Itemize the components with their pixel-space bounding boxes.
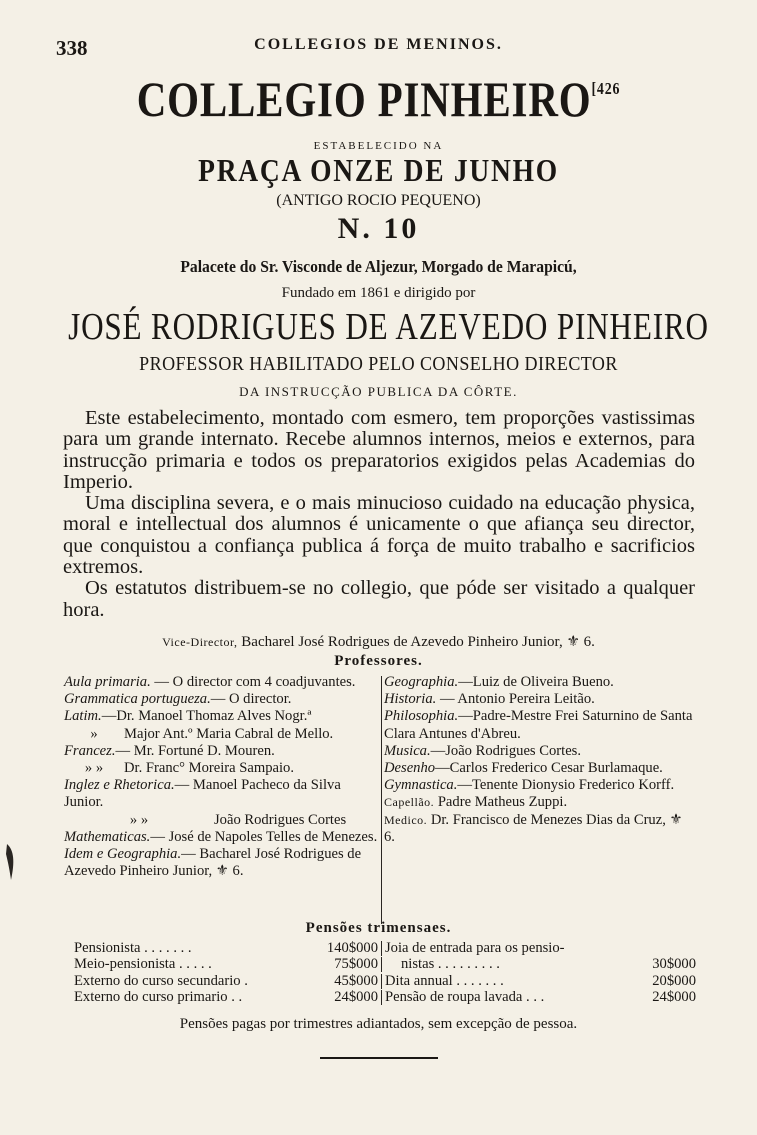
instruction-line: DA INSTRUCÇÃO PUBLICA DA CÔRTE.: [239, 384, 518, 399]
list-item: Gymnastica.—Tenente Dionysio Frederico Korff.: [384, 777, 675, 794]
list-item: Inglez e Rhetorica.— Manoel Pacheco da Silva Junior.: [64, 777, 341, 811]
margin-mark-icon: [4, 842, 18, 882]
paragraph: Uma disciplina severa, e o mais minucioso cuidado na educação physica, moral e intellectual dos alumnos é unicamente o que afiança seu director, que conquistou a confiança publica á força de muito trabalho e sacrificios extremos.: [63, 492, 695, 579]
professor-line: PROFESSOR HABILITADO PELO CONSELHO DIRECTOR: [139, 353, 618, 375]
list-item: Mathematicas.— José de Napoles Telles de Menezes.: [64, 828, 378, 845]
list-item: Grammatica portugueza.— O director.: [64, 691, 292, 708]
list-item: Latim.—Dr. Manoel Thomaz Alves Nogr.ª: [64, 708, 312, 725]
list-item: Capellão. Padre Matheus Zuppi.: [384, 794, 568, 811]
vice-text: Bacharel José Rodrigues de Azevedo Pinheiro Junior, ⚜ 6.: [241, 634, 595, 650]
list-item: Philosophia.—Padre-Mestre Frei Saturnino de Santa Clara Antunes d'Abreu.: [384, 708, 693, 742]
page-number: 338: [56, 36, 88, 60]
column-divider: [381, 676, 382, 924]
fees-heading: Pensões trimensaes.: [305, 920, 452, 936]
table-row: Pensionista . . . . . . . 140$000 Joia de entrada para os pensio-: [74, 940, 565, 956]
address-square: PRAÇA ONZE DE JUNHO: [198, 152, 559, 188]
professors-right-column: [384, 674, 696, 846]
list-item: » Major Ant.º Maria Cabral de Mello.: [90, 725, 334, 742]
table-row: Externo do curso primario . . 24$000 Pensão de roupa lavada . . . 24$000: [74, 989, 696, 1006]
list-item: » » João Rodrigues Cortes: [129, 811, 347, 828]
street-number: N. 10: [337, 212, 420, 245]
established-line: ESTABELECIDO NA: [313, 140, 444, 152]
running-head: COLLEGIOS DE MENINOS.: [254, 36, 503, 53]
former-name: (ANTIGO ROCIO PEQUENO): [276, 192, 481, 209]
list-item: Medico. Dr. Francisco de Menezes Dias da Cruz, ⚜ 6.: [384, 811, 683, 845]
list-item: Francez.— Mr. Fortuné D. Mouren.: [64, 742, 275, 759]
list-item: Historia. — Antonio Pereira Leitão.: [384, 691, 595, 708]
list-item: Desenho—Carlos Frederico Cesar Burlamaque.: [384, 760, 663, 777]
list-item: Musica.—João Rodrigues Cortes.: [384, 742, 582, 759]
title-text: COLLEGIO PINHEIRO: [136, 71, 592, 127]
list-item: Idem e Geographia.— Bacharel José Rodrigues de Azevedo Pinheiro Junior, ⚜ 6.: [64, 846, 362, 880]
college-title: [68, 70, 689, 128]
fees-table: [74, 940, 696, 1006]
fees-note: Pensões pagas por trimestres adiantados, sem excepção de pessoa.: [179, 1016, 578, 1032]
vice-director-line: [0, 632, 757, 651]
founded-line: Fundado em 1861 e dirigido por: [281, 285, 476, 301]
professors-left-column: [64, 674, 380, 880]
paragraph: Este estabelecimento, montado com esmero, tem proporções vastissimas para um grande internato. Recebe alumnos internos, meios e externos, para instrucção primaria e todos os preparatorios exigidos pelas Academias do Imperio.: [63, 407, 695, 493]
professors-heading: Professores.: [334, 653, 423, 669]
table-row: Meio-pensionista . . . . . 75$000 nistas . . . . . . . . . 30$000: [74, 956, 696, 973]
paragraph: Os estatutos distribuem-se no collegio, que póde ser visitado a qualquer hora.: [63, 577, 695, 621]
list-item: » » Dr. Franc° Moreira Sampaio.: [84, 760, 294, 777]
description-text: [63, 408, 695, 621]
closing-rule: [320, 1057, 438, 1059]
director-name: JOSÉ RODRIGUES DE AZEVEDO PINHEIRO: [68, 306, 709, 348]
palace-line: Palacete do Sr. Visconde de Aljezur, Morgado de Marapicú,: [180, 257, 577, 276]
vice-label: Vice-Director,: [162, 635, 238, 649]
list-item: Geographia.—Luiz de Oliveira Bueno.: [384, 674, 614, 690]
table-row: Externo do curso secundario . 45$000 Dita annual . . . . . . . 20$000: [74, 972, 696, 989]
title-ref: [426: [591, 79, 621, 98]
list-item: Aula primaria. — O director com 4 coadjuvantes.: [64, 674, 356, 690]
